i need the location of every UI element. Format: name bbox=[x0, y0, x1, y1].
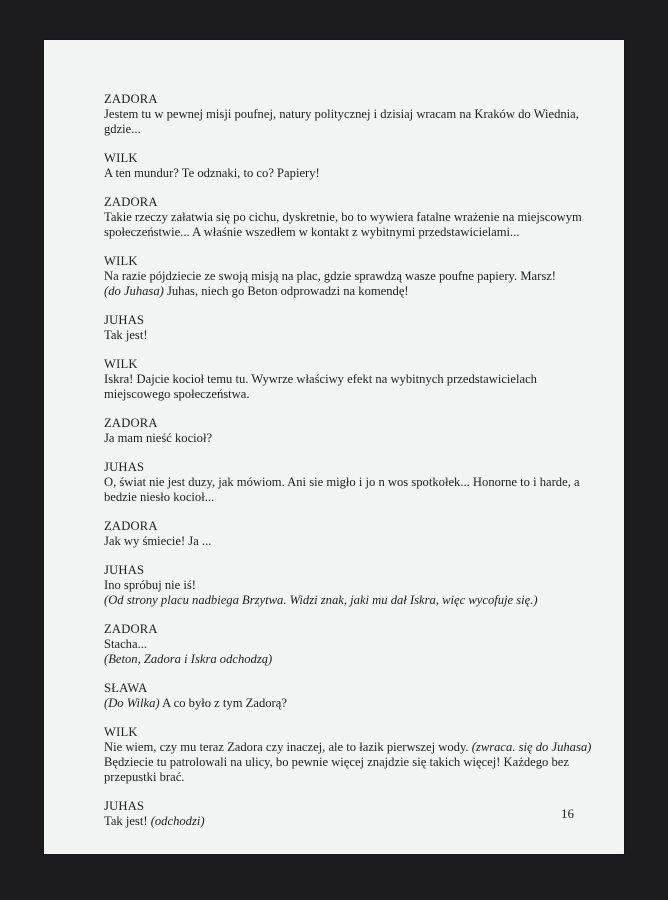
dialogue-block bbox=[104, 519, 604, 549]
dialogue-line bbox=[104, 534, 604, 549]
speaker-name: WILK bbox=[104, 254, 138, 268]
dialogue-text: Stacha... bbox=[104, 637, 148, 651]
speaker-name: ZADORA bbox=[104, 519, 158, 533]
dialogue-line bbox=[104, 284, 604, 299]
dialogue-block bbox=[104, 195, 604, 240]
dialogue-line bbox=[104, 372, 604, 402]
script-body bbox=[104, 92, 604, 843]
dialogue-text: Juhas, niech go Beton odprowadzi na komendę! bbox=[163, 284, 409, 298]
dialogue-text: O, świat nie jest duzy, jak mówiom. Ani sie migło i jo n wos spotkołek... Honorne to i harde, a bedzie niesło kocioł... bbox=[104, 475, 580, 504]
document-page bbox=[44, 40, 624, 854]
speaker-name: ZADORA bbox=[104, 416, 158, 430]
speaker-name: WILK bbox=[104, 357, 138, 371]
dialogue-line bbox=[104, 328, 604, 343]
speaker-name: JUHAS bbox=[104, 460, 145, 474]
speaker-name: ZADORA bbox=[104, 92, 158, 106]
dialogue-block bbox=[104, 460, 604, 505]
dialogue-block bbox=[104, 357, 604, 402]
dialogue-text: Jestem tu w pewnej misji poufnej, natury politycznej i dzisiaj wracam na Kraków do Wiednia, gdzie... bbox=[104, 107, 579, 136]
dialogue-block bbox=[104, 151, 604, 181]
page-number: 16 bbox=[561, 806, 574, 821]
dialogue-line bbox=[104, 107, 604, 137]
dialogue-line bbox=[104, 475, 604, 505]
dialogue-line bbox=[104, 637, 604, 652]
dialogue-block bbox=[104, 416, 604, 446]
stage-direction: (do Juhasa) bbox=[104, 284, 164, 298]
speaker-name: WILK bbox=[104, 725, 138, 739]
dialogue-text: Nie wiem, czy mu teraz Zadora czy inaczej, ale to łazik pierwszej wody. bbox=[104, 740, 472, 754]
dialogue-block bbox=[104, 681, 604, 711]
speaker-name: JUHAS bbox=[104, 313, 145, 327]
dialogue-text: A ten mundur? Te odznaki, to co? Papiery! bbox=[104, 166, 320, 180]
dialogue-line bbox=[104, 578, 604, 593]
speaker-name: ZADORA bbox=[104, 622, 158, 636]
dialogue-line bbox=[104, 814, 604, 829]
speaker-name: JUHAS bbox=[104, 799, 145, 813]
dialogue-block bbox=[104, 313, 604, 343]
dialogue-text: Ino spróbuj nie iś! bbox=[104, 578, 196, 592]
dialogue-text: Jak wy śmiecie! Ja ... bbox=[104, 534, 212, 548]
dialogue-text: Będziecie tu patrolowali na ulicy, bo pewnie więcej znajdzie się takich więcej! Każdego bez przepustki brać. bbox=[104, 755, 569, 784]
dialogue-text: Takie rzeczy załatwia się po cichu, dyskretnie, bo to wywiera fatalne wrażenie na miejscowym społeczeństwie... A właśnie wszedłem w kontakt z wybitnymi przedstawicielami... bbox=[104, 210, 582, 239]
dialogue-text: Iskra! Dajcie kocioł temu tu. Wywrze właściwy efekt na wybitnych przedstawicielach miejscowego społeczeństwa. bbox=[104, 372, 537, 401]
dialogue-line bbox=[104, 740, 604, 785]
dialogue-block bbox=[104, 254, 604, 299]
stage-direction: (zwraca. się do Juhasa) bbox=[471, 740, 592, 754]
dialogue-line bbox=[104, 431, 604, 446]
dialogue-text: A co było z tym Zadorą? bbox=[159, 696, 287, 710]
dialogue-block bbox=[104, 92, 604, 137]
stage-direction: (Od strony placu nadbiega Brzytwa. Widzi znak, jaki mu dał Iskra, więc wycofuje się.) bbox=[104, 593, 538, 607]
dialogue-text: Tak jest! bbox=[104, 328, 148, 342]
dialogue-text: Ja mam nieść kocioł? bbox=[104, 431, 213, 445]
speaker-name: WILK bbox=[104, 151, 138, 165]
speaker-name: JUHAS bbox=[104, 563, 145, 577]
dialogue-block bbox=[104, 563, 604, 608]
stage-direction: (Do Wilka) bbox=[104, 696, 160, 710]
dialogue-line bbox=[104, 166, 604, 181]
dialogue-line bbox=[104, 696, 604, 711]
speaker-name: ZADORA bbox=[104, 195, 158, 209]
dialogue-block bbox=[104, 725, 604, 785]
dialogue-text: Na razie pójdziecie ze swoją misją na plac, gdzie sprawdzą wasze poufne papiery. Marsz! bbox=[104, 269, 556, 283]
dialogue-line bbox=[104, 652, 604, 667]
dialogue-block bbox=[104, 799, 604, 829]
dialogue-line bbox=[104, 593, 604, 608]
dialogue-line bbox=[104, 210, 604, 240]
speaker-name: SŁAWA bbox=[104, 681, 148, 695]
dialogue-text: Tak jest! bbox=[104, 814, 151, 828]
stage-direction: (Beton, Zadora i Iskra odchodzą) bbox=[104, 652, 273, 666]
dialogue-block bbox=[104, 622, 604, 667]
dialogue-line bbox=[104, 269, 604, 284]
stage-direction: (odchodzi) bbox=[150, 814, 205, 828]
